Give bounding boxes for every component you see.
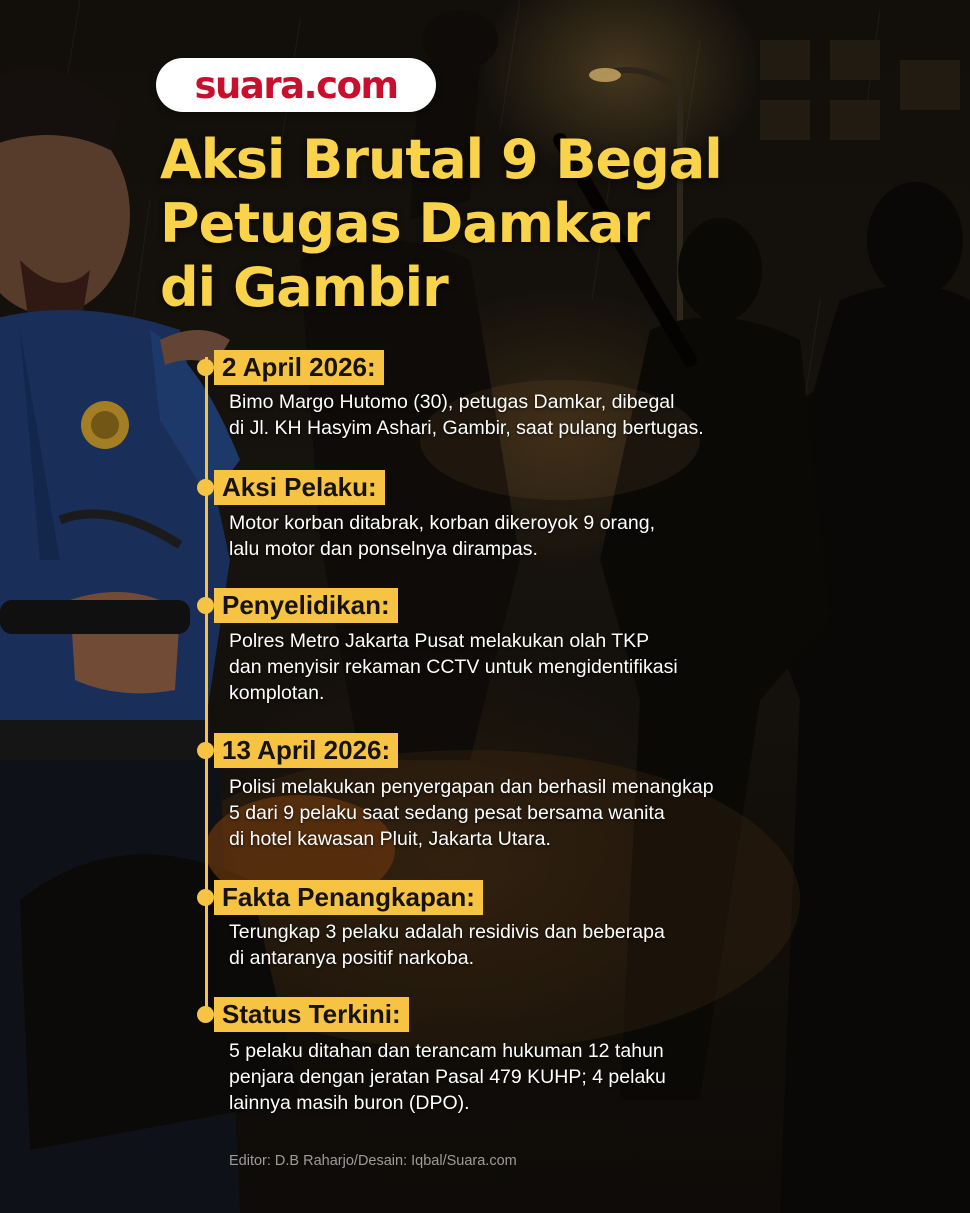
description-line: komplotan. xyxy=(229,682,325,704)
description-line: Bimo Margo Hutomo (30), petugas Damkar, dibegal xyxy=(229,391,675,413)
description-line: 5 pelaku ditahan dan terancam hukuman 12 tahun xyxy=(229,1040,664,1062)
timeline-dot xyxy=(197,889,214,906)
description-line: lainnya masih buron (DPO). xyxy=(229,1092,470,1114)
timeline-label: 2 April 2026: xyxy=(214,350,384,385)
timeline-description xyxy=(229,774,829,852)
headline xyxy=(160,128,940,320)
timeline-label: Aksi Pelaku: xyxy=(214,470,385,505)
timeline-line xyxy=(205,357,208,1017)
timeline-dot xyxy=(197,479,214,496)
description-line: dan menyisir rekaman CCTV untuk mengidentifikasi xyxy=(229,656,678,678)
headline-line-2: Petugas Damkar xyxy=(160,192,650,255)
description-line: 5 dari 9 pelaku saat sedang pesat bersama wanita xyxy=(229,802,665,824)
timeline-description xyxy=(229,389,829,441)
timeline-label: Fakta Penangkapan: xyxy=(214,880,483,915)
timeline-description xyxy=(229,1038,829,1116)
timeline-label: 13 April 2026: xyxy=(214,733,398,768)
timeline-dot xyxy=(197,597,214,614)
credit-line: Editor: D.B Raharjo/Desain: Iqbal/Suara.com xyxy=(229,1153,517,1169)
timeline-description xyxy=(229,919,829,971)
timeline-dot xyxy=(197,742,214,759)
timeline-dot xyxy=(197,1006,214,1023)
description-line: di Jl. KH Hasyim Ashari, Gambir, saat pulang bertugas. xyxy=(229,417,704,439)
timeline-description xyxy=(229,628,829,706)
description-line: Polisi melakukan penyergapan dan berhasil menangkap xyxy=(229,776,714,798)
description-line: di antaranya positif narkoba. xyxy=(229,947,474,969)
description-line: Motor korban ditabrak, korban dikeroyok 9 orang, xyxy=(229,512,655,534)
description-line: lalu motor dan ponselnya dirampas. xyxy=(229,538,538,560)
headline-line-1: Aksi Brutal 9 Begal xyxy=(160,128,722,191)
timeline-description xyxy=(229,510,829,562)
description-line: Polres Metro Jakarta Pusat melakukan olah TKP xyxy=(229,630,650,652)
description-line: Terungkap 3 pelaku adalah residivis dan beberapa xyxy=(229,921,665,943)
timeline-label: Status Terkini: xyxy=(214,997,409,1032)
suara-logo xyxy=(156,58,436,112)
headline-line-3: di Gambir xyxy=(160,256,448,319)
description-line: di hotel kawasan Pluit, Jakarta Utara. xyxy=(229,828,551,850)
timeline-label: Penyelidikan: xyxy=(214,588,398,623)
description-line: penjara dengan jeratan Pasal 479 KUHP; 4 pelaku xyxy=(229,1066,666,1088)
timeline-dot xyxy=(197,359,214,376)
logo-text: suara.com xyxy=(194,63,398,107)
